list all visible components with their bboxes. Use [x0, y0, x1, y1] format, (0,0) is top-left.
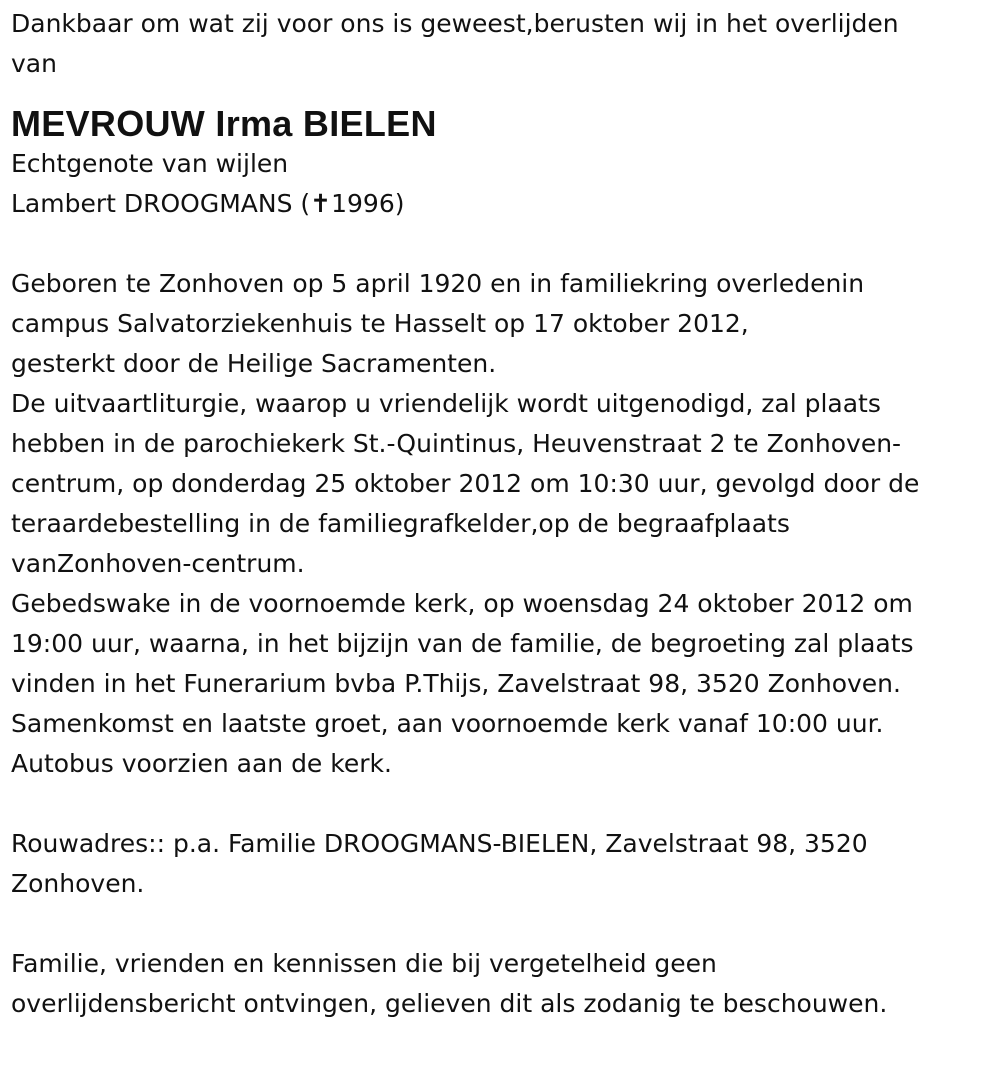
details-line: teraardebestelling in de familiegrafkelder,op de begraafplaats [11, 509, 790, 538]
intro-line: van [11, 49, 57, 78]
details-line: 19:00 uur, waarna, in het bijzijn van de familie, de begroeting zal plaats [11, 629, 914, 658]
closing-note [11, 944, 988, 1024]
details-line: hebben in de parochiekerk St.-Quintinus, Heuvenstraat 2 te Zonhoven- [11, 429, 902, 458]
intro-line: Dankbaar om wat zij voor ons is geweest,berusten wij in het overlijden [11, 9, 899, 38]
details-line: Autobus voorzien aan de kerk. [11, 749, 392, 778]
details-line: vinden in het Funerarium bvba P.Thijs, Zavelstraat 98, 3520 Zonhoven. [11, 669, 901, 698]
details-line: campus Salvatorziekenhuis te Hasselt op 17 oktober 2012, [11, 309, 749, 338]
details-line: De uitvaartliturgie, waarop u vriendelijk wordt uitgenodigd, zal plaats [11, 389, 881, 418]
address-line: Zonhoven. [11, 869, 145, 898]
funeral-details [11, 264, 988, 784]
details-line: Gebedswake in de voornoemde kerk, op woensdag 24 oktober 2012 om [11, 589, 913, 618]
spacer [11, 784, 988, 824]
spacer [11, 904, 988, 944]
spouse-line: Lambert DROOGMANS (✝1996) [11, 189, 405, 218]
details-line: centrum, op donderdag 25 oktober 2012 om 10:30 uur, gevolgd door de [11, 469, 920, 498]
details-line: Geboren te Zonhoven op 5 april 1920 en in familiekring overledenin [11, 269, 865, 298]
closing-line: Familie, vrienden en kennissen die bij vergetelheid geen [11, 949, 717, 978]
details-line: vanZonhoven-centrum. [11, 549, 305, 578]
mourning-address [11, 824, 988, 904]
address-line: Rouwadres:: p.a. Familie DROOGMANS-BIELEN, Zavelstraat 98, 3520 [11, 829, 868, 858]
details-line: gesterkt door de Heilige Sacramenten. [11, 349, 497, 378]
spouse-info [11, 144, 988, 224]
intro-text [11, 4, 988, 84]
spouse-line: Echtgenote van wijlen [11, 149, 289, 178]
closing-line: overlijdensbericht ontvingen, gelieven dit als zodanig te beschouwen. [11, 989, 888, 1018]
deceased-name: MEVROUW Irma BIELEN [11, 103, 437, 144]
details-line: Samenkomst en laatste groet, aan voornoemde kerk vanaf 10:00 uur. [11, 709, 884, 738]
spacer [11, 224, 988, 264]
